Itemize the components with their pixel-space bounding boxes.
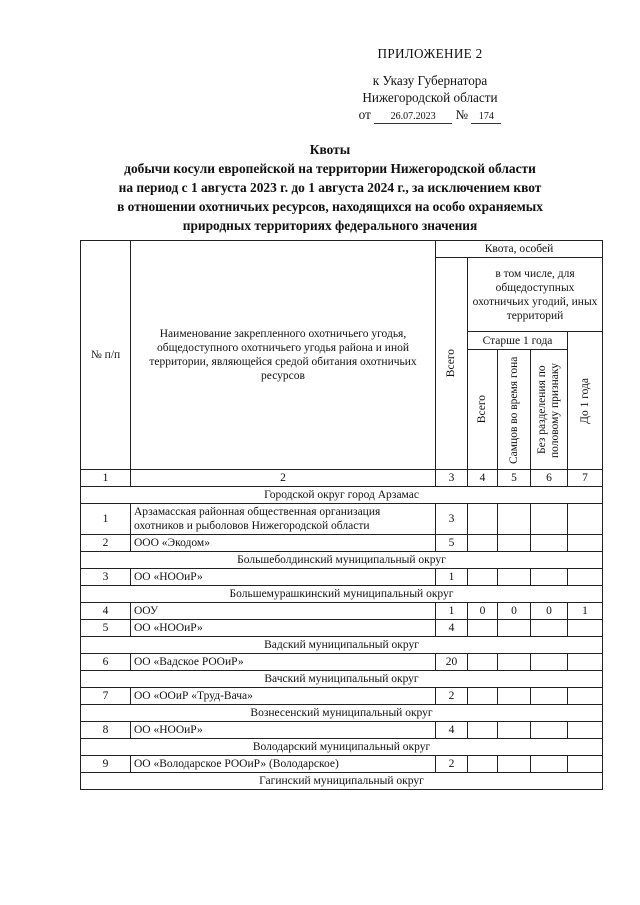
header-nosex: Без разделения по половому признаку [536,361,561,458]
header-nosex-cell [531,350,568,470]
section-title: Вачский муниципальный округ [81,671,603,688]
section-title: Вознесенский муниципальный округ [81,705,603,722]
row-nosex [531,722,568,739]
row-older-total [468,688,498,705]
row-under1 [568,688,603,705]
row-males [498,688,531,705]
row-nosex [531,654,568,671]
row-older-total [468,722,498,739]
table-row [81,569,603,586]
row-name: ОО «НООиР» [131,620,436,637]
section-title: Городской округ город Арзамас [81,487,603,504]
row-nosex: 0 [531,603,568,620]
row-number: 5 [81,620,131,637]
row-older-total [468,504,498,535]
header-under1-cell [568,332,603,470]
row-number: 2 [81,535,131,552]
row-name: ОО «Вадское РООиР» [131,654,436,671]
row-number: 8 [81,722,131,739]
row-under1 [568,654,603,671]
section-title: Гагинский муниципальный округ [81,773,603,790]
section-row [81,487,603,504]
row-total: 5 [436,535,468,552]
section-title: Большеболдинский муниципальный округ [81,552,603,569]
row-under1: 1 [568,603,603,620]
row-males [498,654,531,671]
row-number: 9 [81,756,131,773]
decree-number: 174 [471,111,501,124]
row-total: 1 [436,569,468,586]
section-row [81,637,603,654]
decree-date-line [300,106,560,124]
row-number: 4 [81,603,131,620]
row-total: 2 [436,688,468,705]
row-total: 20 [436,654,468,671]
row-number: 1 [81,504,131,535]
row-males: 0 [498,603,531,620]
row-older-total: 0 [468,603,498,620]
col-num: 6 [531,470,568,487]
row-under1 [568,535,603,552]
section-row [81,671,603,688]
row-number: 7 [81,688,131,705]
row-older-total [468,654,498,671]
row-total: 1 [436,603,468,620]
title-line-1: Квоты [309,142,351,157]
row-name: ОО «НООиР» [131,722,436,739]
row-older-total [468,535,498,552]
header-males: Самцов во время гона [507,355,520,464]
row-nosex [531,756,568,773]
decree-date: 26.07.2023 [374,111,452,124]
number-label: № [455,107,469,122]
section-row [81,705,603,722]
row-name: ООУ [131,603,436,620]
row-name: Арзамасская районная общественная организация охотников и рыболовов Нижегородской области [131,504,436,535]
col-num: 1 [81,470,131,487]
section-row [81,773,603,790]
table-row [81,654,603,671]
row-total: 3 [436,504,468,535]
col-num: 2 [131,470,436,487]
row-nosex [531,620,568,637]
row-total: 4 [436,722,468,739]
header-incl: в том числе, для общедоступных охотничьих угодий, иных территорий [468,258,603,332]
section-title: Большемурашкинский муниципальный округ [81,586,603,603]
col-num: 5 [498,470,531,487]
header-older-total-cell [468,350,498,470]
row-older-total [468,756,498,773]
section-title: Вадский муниципальный округ [81,637,603,654]
row-name: ОО «Володарское РООиР» (Володарское) [131,756,436,773]
title-line-3: на период с 1 августа 2023 г. до 1 августа 2024 г., за исключением квот [118,180,542,195]
table-row [81,535,603,552]
title-line-5: природных территориях федерального значения [182,218,478,233]
document-title [80,140,580,235]
table-row [81,756,603,773]
row-males [498,722,531,739]
row-males [498,569,531,586]
header-older-total: Всего [476,395,488,424]
row-under1 [568,569,603,586]
decree-line-2: Нижегородской области [362,90,498,105]
row-number: 3 [81,569,131,586]
row-older-total [468,569,498,586]
row-total: 2 [436,756,468,773]
row-under1 [568,504,603,535]
row-nosex [531,535,568,552]
row-nosex [531,688,568,705]
appendix-label: ПРИЛОЖЕНИЕ 2 [377,46,483,61]
decree-line-1: к Указу Губернатора [372,73,488,88]
title-line-4: в отношении охотничьих ресурсов, находящихся на особо охраняемых [117,199,543,214]
row-name: ОО «ООиР «Труд-Вача» [131,688,436,705]
row-males [498,620,531,637]
row-nosex [531,504,568,535]
table-row [81,603,603,620]
header-older: Старше 1 года [468,332,568,350]
header-quota: Квота, особей [436,241,603,258]
row-name: ООО «Экодом» [131,535,436,552]
row-under1 [568,620,603,637]
header-total: Всего [445,349,457,378]
col-num: 4 [468,470,498,487]
date-prefix: от [358,107,371,122]
header-under1: До 1 года [578,377,591,424]
table-row [81,722,603,739]
header-males-cell [498,350,531,470]
section-row [81,552,603,569]
header-number: № п/п [81,241,131,470]
col-num: 7 [568,470,603,487]
table-row [81,620,603,637]
row-nosex [531,569,568,586]
column-numbers-row [81,470,603,487]
table-row [81,504,603,535]
section-title: Володарский муниципальный округ [81,739,603,756]
quota-table [80,240,603,790]
table-row [81,688,603,705]
row-males [498,756,531,773]
title-line-2: добычи косули европейской на территории Нижегородской области [124,161,536,176]
row-under1 [568,756,603,773]
row-males [498,535,531,552]
row-total: 4 [436,620,468,637]
row-under1 [568,722,603,739]
row-name: ОО «НООиР» [131,569,436,586]
section-row [81,739,603,756]
table-body [81,487,603,790]
section-row [81,586,603,603]
row-males [498,504,531,535]
header-name: Наименование закрепленного охотничьего угодья, общедоступного охотничьего угодья района и иной территории, являющейся средой обитания охотничьих ресурсов [131,241,436,470]
row-number: 6 [81,654,131,671]
col-num: 3 [436,470,468,487]
row-older-total [468,620,498,637]
header-total-cell [436,258,468,470]
